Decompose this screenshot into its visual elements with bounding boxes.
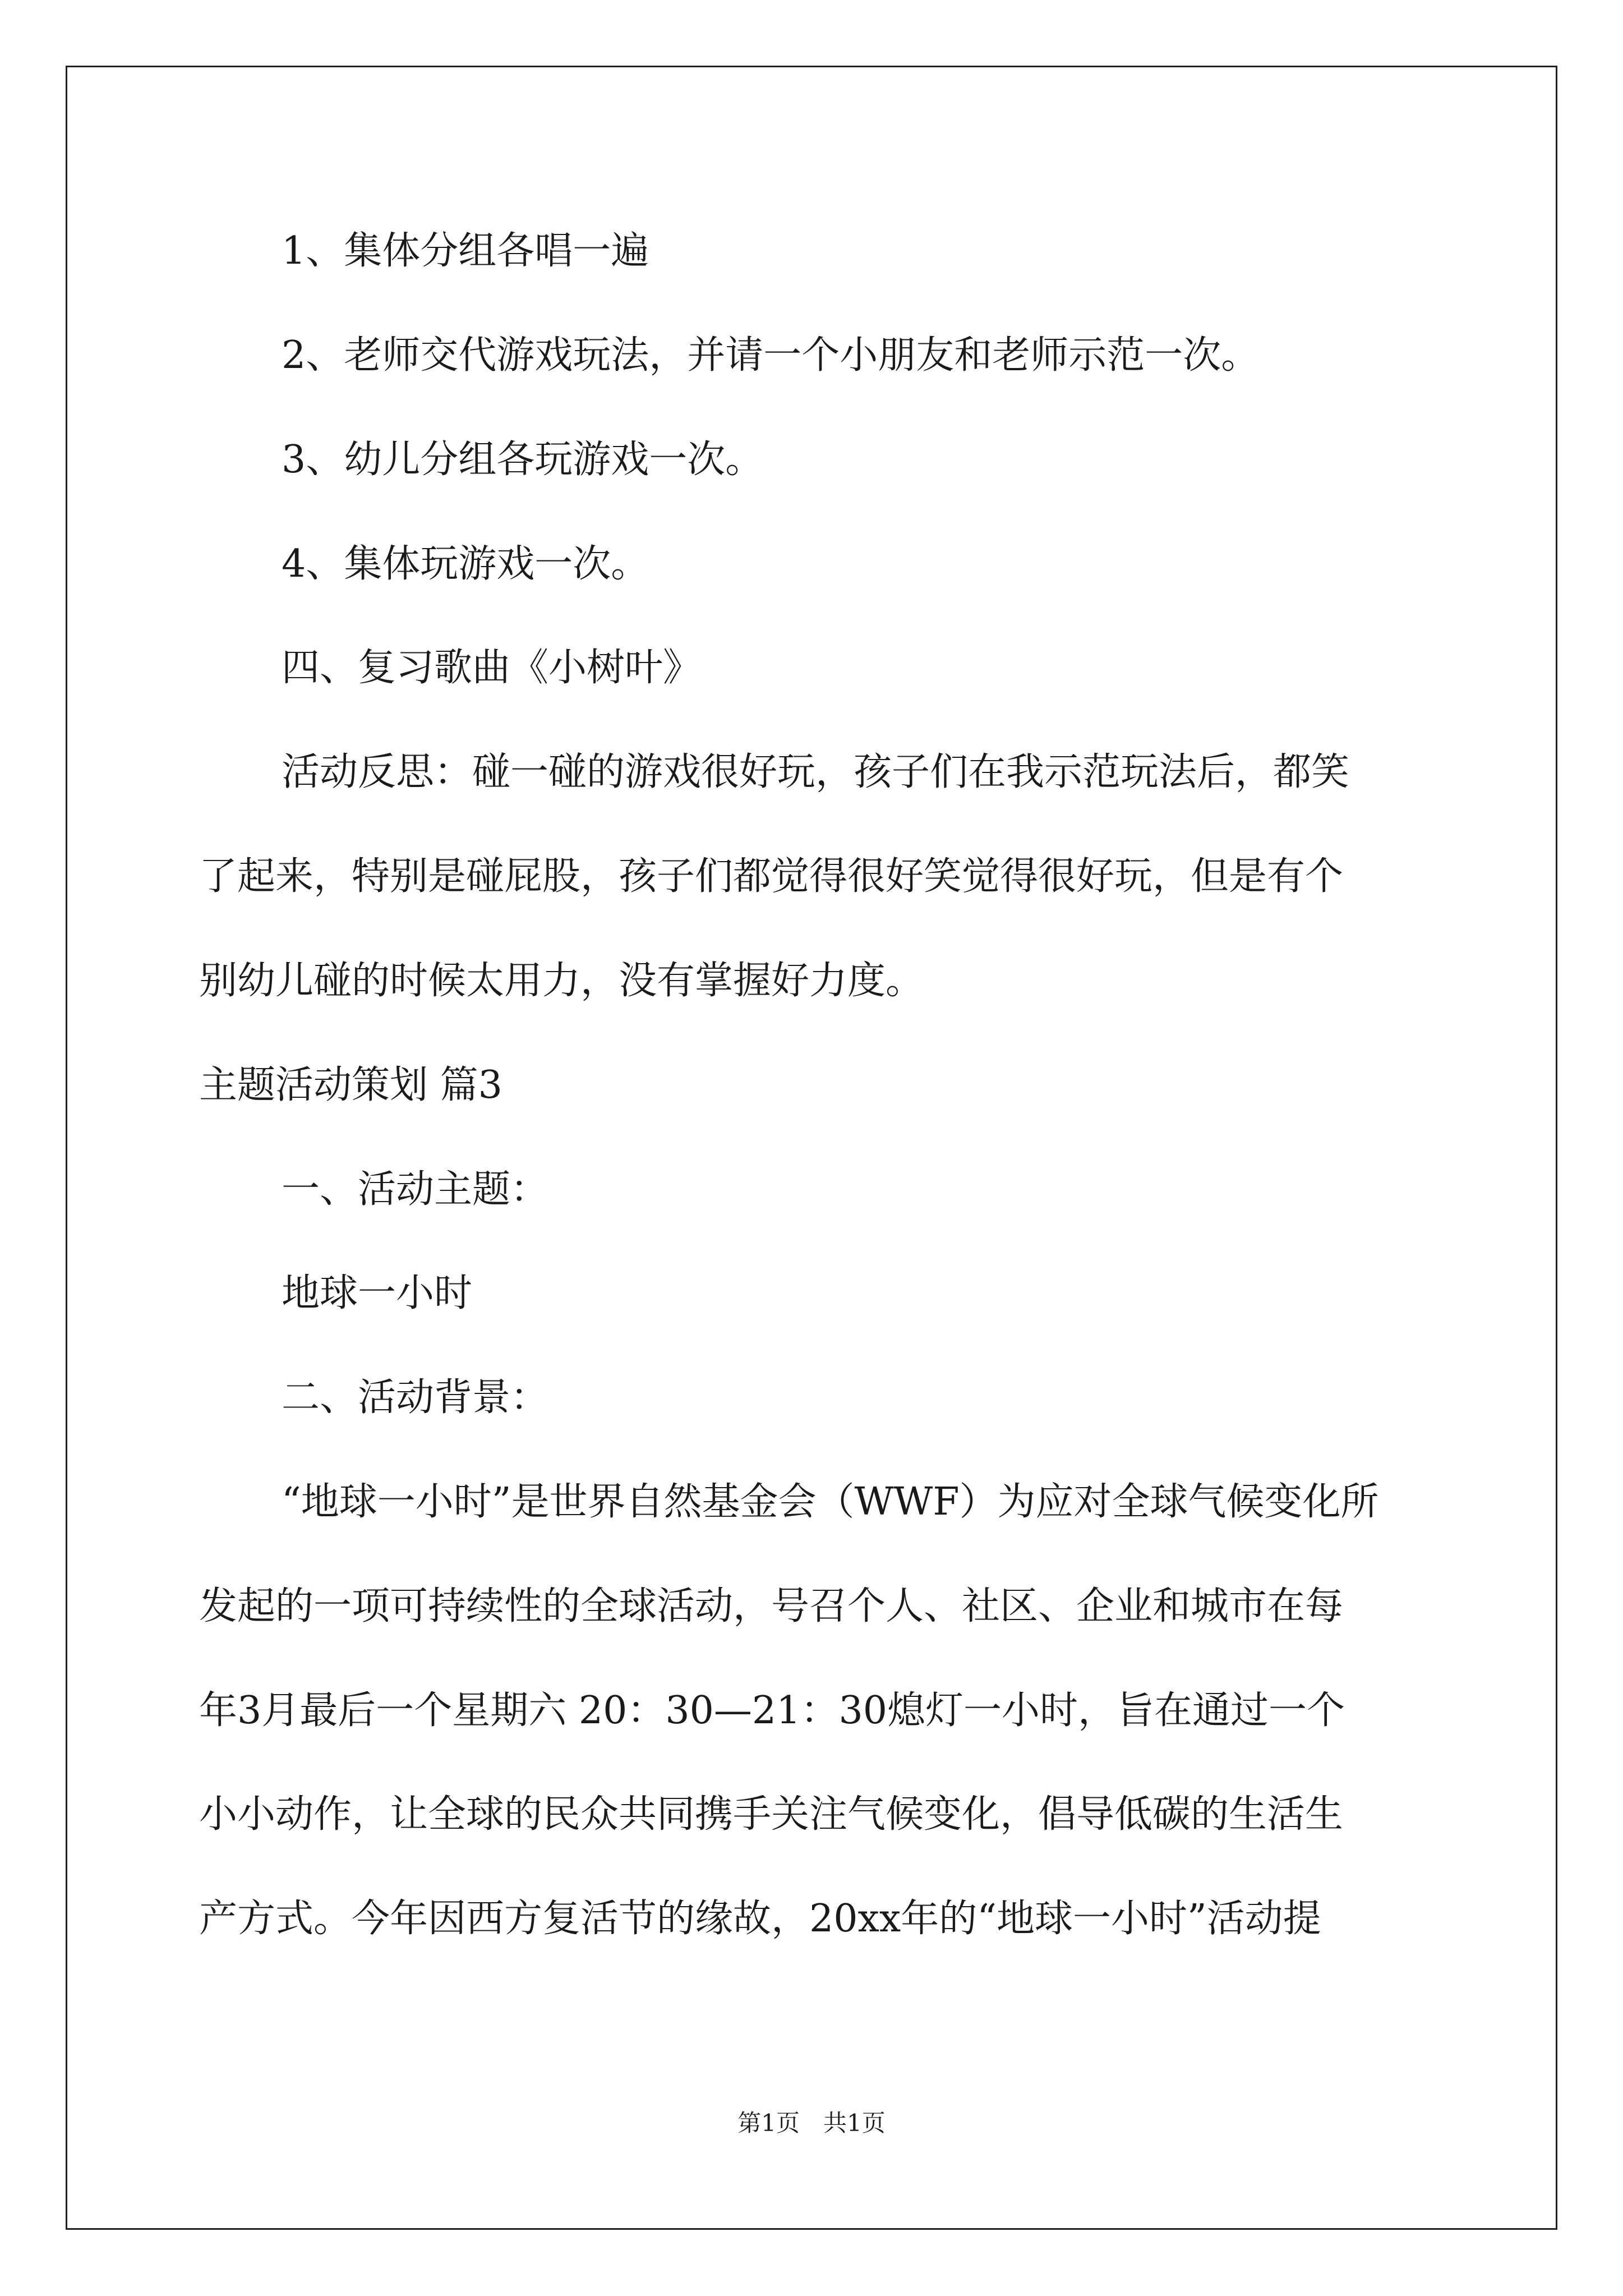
paragraph-line: 别幼儿碰的时候太用力，没有掌握好力度。 <box>199 959 924 1003</box>
section-heading-2: 二、活动背景： <box>282 1375 549 1420</box>
page-footer: 第1页 共1页 <box>737 2109 886 2137</box>
paragraph-line: 产方式。今年因西方复活节的缘故，20xx年的“地球一小时”活动提 <box>199 1897 1321 1941</box>
paragraph-line: 小小动作，让全球的民众共同携手关注气候变化，倡导低碳的生活生 <box>199 1792 1344 1837</box>
list-item-3: 3、幼儿分组各玩游戏一次。 <box>282 438 764 482</box>
paragraph-line: 年3月最后一个星期六 20：30—21：30熄灯一小时，旨在通过一个 <box>199 1688 1345 1733</box>
paragraph-line: 活动反思：碰一碰的游戏很好玩，孩子们在我示范玩法后，都笑 <box>282 750 1350 794</box>
paragraph-line: 了起来，特别是碰屁股，孩子们都觉得很好笑觉得很好玩，但是有个 <box>199 854 1344 899</box>
section-title: 主题活动策划 篇3 <box>199 1063 502 1107</box>
paragraph-line: 发起的一项可持续性的全球活动，号召个人、社区、企业和城市在每 <box>199 1584 1344 1628</box>
list-item-2: 2、老师交代游戏玩法，并请一个小朋友和老师示范一次。 <box>282 333 1260 378</box>
list-item-1: 1、集体分组各唱一遍 <box>282 229 649 273</box>
section-heading-1: 一、活动主题： <box>282 1167 549 1212</box>
section-heading-4: 四、复习歌曲《小树叶》 <box>282 646 702 690</box>
list-item-4: 4、集体玩游戏一次。 <box>282 542 649 586</box>
paragraph-line: 地球一小时 <box>282 1271 473 1315</box>
paragraph-line: “地球一小时”是世界自然基金会（WWF）为应对全球气候变化所 <box>282 1480 1379 1524</box>
